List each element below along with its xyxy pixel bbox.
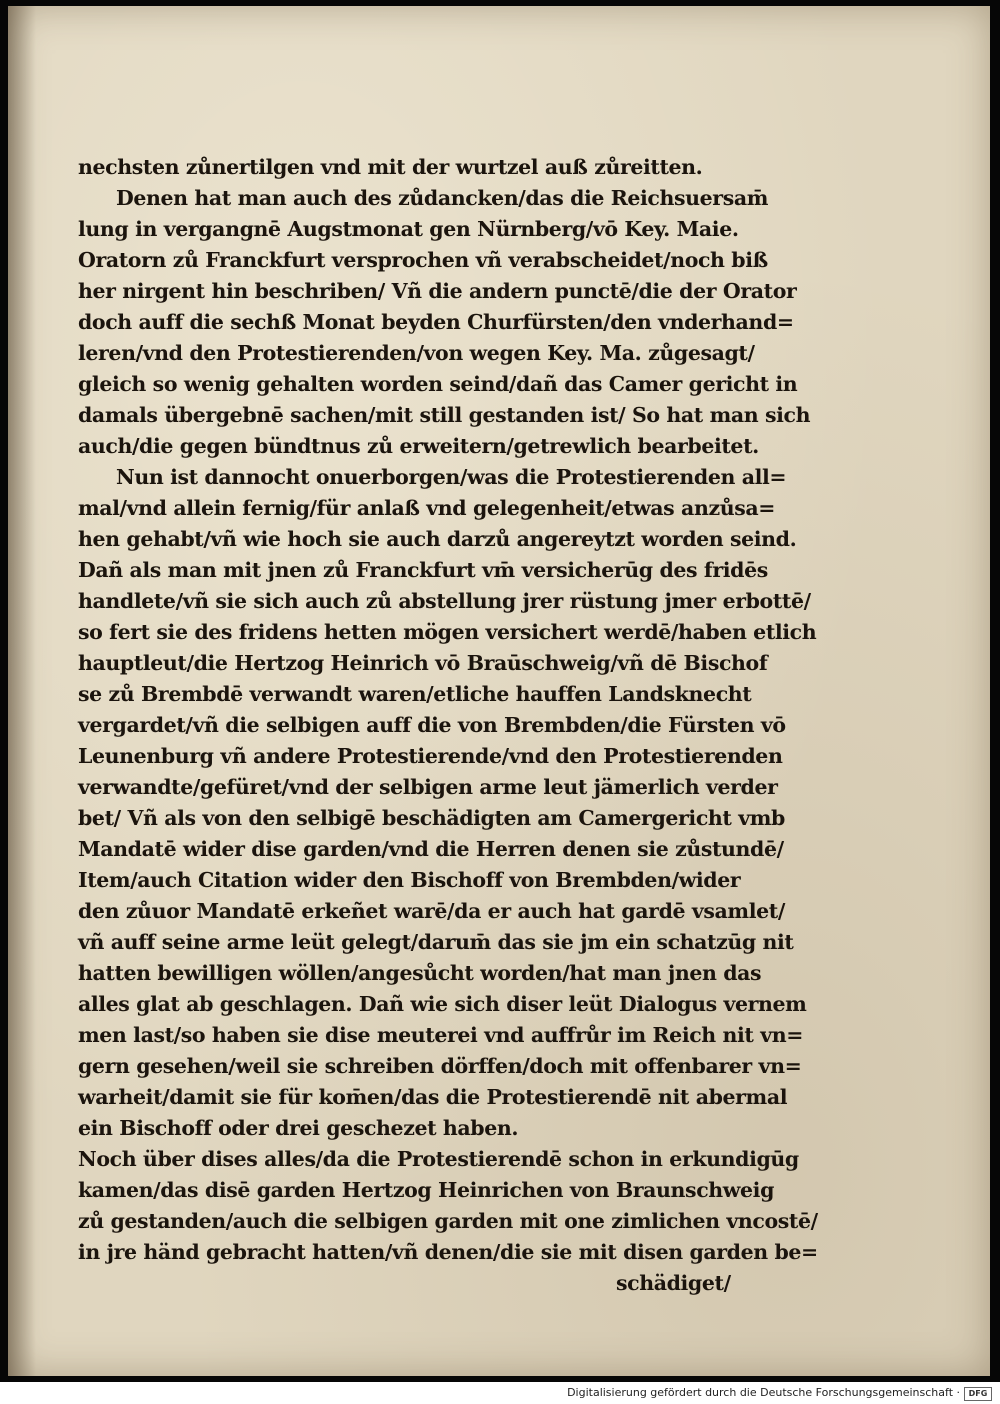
text-line: verwandte/gefüret/vnd der selbigen arme leut jämerlich verder bbox=[78, 775, 778, 799]
text-line: damals übergebnē sachen/mit still gestanden ist/ So hat man sich bbox=[78, 403, 811, 427]
funding-credit: Digitalisierung gefördert durch die Deutsche Forschungsgemeinschaft · bbox=[567, 1386, 960, 1399]
text-line: Nun ist dannocht onuerborgen/was die Protestierenden all= bbox=[116, 465, 787, 489]
text-line: Oratorn zů Franckfurt versprochen vñ verabscheidet/noch biß bbox=[78, 248, 768, 272]
dfg-logo: DFG bbox=[964, 1387, 992, 1401]
text-line: Mandatē wider dise garden/vnd die Herren denen sie zůstundē/ bbox=[78, 837, 784, 861]
text-line: hauptleut/die Hertzog Heinrich vō Braūschweig/vñ dē Bischof bbox=[78, 651, 768, 675]
text-line: so fert sie des fridens hetten mögen versichert werdē/haben etlich bbox=[78, 620, 817, 644]
text-line: vergardet/vñ die selbigen auff die von Brembden/die Fürsten vō bbox=[78, 713, 786, 737]
text-line: warheit/damit sie für kom̄en/das die Protestierendē nit abermal bbox=[78, 1085, 788, 1109]
text-line: se zů Brembdē verwandt waren/etliche hauffen Landsknecht bbox=[78, 682, 752, 706]
text-line: zů gestanden/auch die selbigen garden mit one zimlichen vncostē/ bbox=[78, 1209, 818, 1233]
text-block bbox=[78, 152, 818, 1299]
text-line: mal/vnd allein fernig/für anlaß vnd gelegenheit/etwas anzůsa= bbox=[78, 496, 775, 520]
text-line: hatten bewilligen wöllen/angesůcht worden/hat man jnen das bbox=[78, 961, 762, 985]
text-line: handlete/vñ sie sich auch zů abstellung jrer rüstung jmer erbottē/ bbox=[78, 589, 811, 613]
text-line: bet/ Vñ als von den selbigē beschädigten am Camergericht vmb bbox=[78, 806, 785, 830]
text-line: alles glat ab geschlagen. Dañ wie sich diser leüt Dialogus vernem bbox=[78, 992, 807, 1016]
text-line: Denen hat man auch des zůdancken/das die Reichsuersam̄ bbox=[116, 186, 769, 210]
document-page bbox=[8, 6, 990, 1376]
text-line: Noch über dises alles/da die Protestierendē schon in erkundigūg bbox=[78, 1147, 799, 1171]
text-line: lung in vergangnē Augstmonat gen Nürnberg/vō Key. Maie. bbox=[78, 217, 739, 241]
text-line: leren/vnd den Protestierenden/von wegen Key. Ma. zůgesagt/ bbox=[78, 341, 755, 365]
text-line: Dañ als man mit jnen zů Franckfurt vm̄ versicherūg des fridēs bbox=[78, 558, 768, 582]
text-line: kamen/das disē garden Hertzog Heinrichen von Braunschweig bbox=[78, 1178, 775, 1202]
page-gutter-shadow bbox=[8, 6, 36, 1376]
text-line: ein Bischoff oder drei geschezet haben. bbox=[78, 1116, 519, 1140]
catchword: schädiget/ bbox=[616, 1271, 731, 1295]
footer-bar bbox=[0, 1382, 1000, 1404]
text-line: auch/die gegen bündtnus zů erweitern/getrewlich bearbeitet. bbox=[78, 434, 759, 458]
text-line: vñ auff seine arme leüt gelegt/darum̄ das sie jm ein schatzūg nit bbox=[78, 930, 794, 954]
text-line: Leunenburg vñ andere Protestierende/vnd den Protestierenden bbox=[78, 744, 783, 768]
text-line: Item/auch Citation wider den Bischoff von Brembden/wider bbox=[78, 868, 741, 892]
text-line: nechsten zůnertilgen vnd mit der wurtzel auß zůreitten. bbox=[78, 155, 703, 179]
text-line: gleich so wenig gehalten worden seind/dañ das Camer gericht in bbox=[78, 372, 798, 396]
text-line: doch auff die sechß Monat beyden Churfürsten/den vnderhand= bbox=[78, 310, 794, 334]
text-line: men last/so haben sie dise meuterei vnd auffrůr im Reich nit vn= bbox=[78, 1023, 804, 1047]
text-line: hen gehabt/vñ wie hoch sie auch darzů angereytzt worden seind. bbox=[78, 527, 797, 551]
text-line: gern gesehen/weil sie schreiben dörffen/doch mit offenbarer vn= bbox=[78, 1054, 802, 1078]
text-line: in jre händ gebracht hatten/vñ denen/die sie mit disen garden be= bbox=[78, 1240, 818, 1264]
text-line: den zůuor Mandatē erkeñet warē/da er auch hat gardē vsamlet/ bbox=[78, 899, 785, 923]
text-line: her nirgent hin beschriben/ Vñ die andern punctē/die der Orator bbox=[78, 279, 797, 303]
